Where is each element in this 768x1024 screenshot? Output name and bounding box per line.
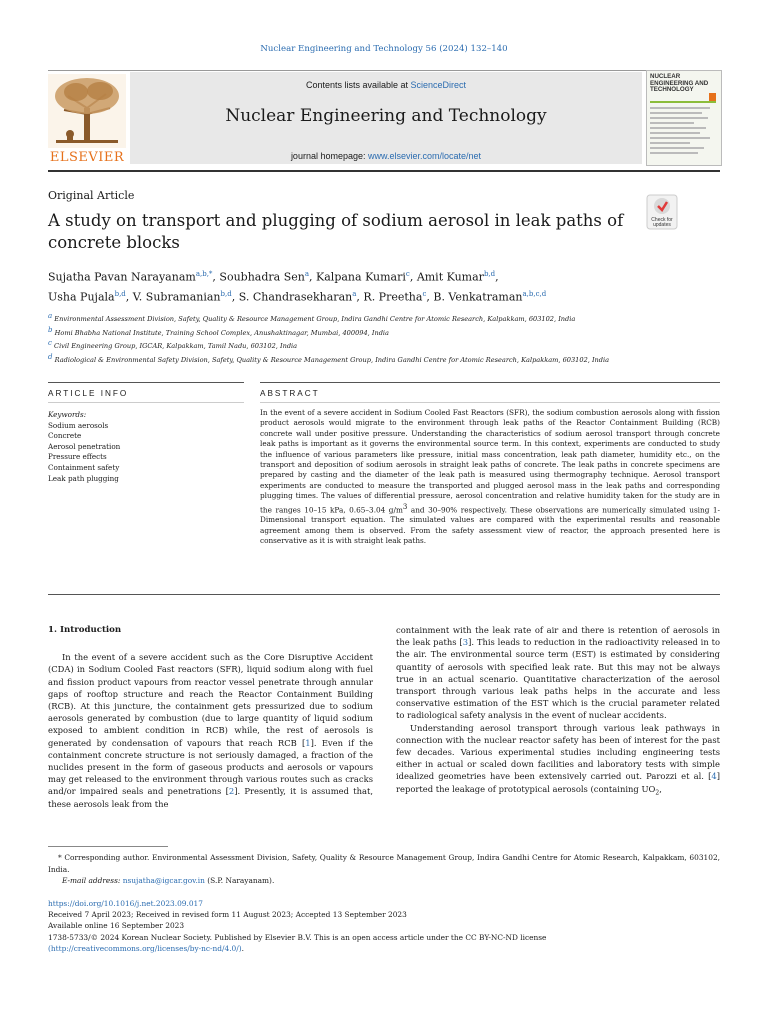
- author-separator: ,: [231, 290, 239, 304]
- author-affiliation-marker[interactable]: c: [405, 270, 410, 278]
- abstract-subrule: [260, 402, 720, 403]
- intro-paragraph-2: Understanding aerosol transport through various leak pathways in connection with the nuclear reactor safety has been of interest for the past few decades. Various experimental studies including engineering tests either in actual or scaled down facilities and laboratory tests with simple idealized geometries have been extensively carried out. Parozzi et al. [4] reported the leakage of prototypical aerosols (containing $UO_2$,: [396, 722, 720, 797]
- abstract-rule: [260, 382, 720, 383]
- corresponding-author-footnote: [48, 852, 720, 887]
- contents-line: [130, 80, 642, 90]
- body-column-right: [396, 624, 720, 800]
- check-for-updates-badge[interactable]: [646, 194, 678, 230]
- author-name[interactable]: Sujatha Pavan Narayanam: [48, 270, 196, 284]
- author-affiliation-marker[interactable]: a,b,c,d: [522, 290, 547, 299]
- homepage-prefix: journal homepage:: [290, 151, 368, 161]
- cover-band: [650, 101, 716, 103]
- license-text: 1738-5733/© 2024 Korean Nuclear Society. Published by Elsevier B.V. This is an open access article under the CC BY-NC-ND license (http://creativecommons.org/licenses/by-nc-nd/4.0/).: [48, 932, 547, 953]
- author-affiliation-marker[interactable]: b,d: [483, 270, 496, 278]
- author-name[interactable]: V. Subramanian: [132, 290, 221, 304]
- article-type: Original Article: [48, 189, 135, 202]
- author-affiliation-marker[interactable]: c: [422, 290, 427, 299]
- cover-logo-mark: [709, 93, 716, 101]
- abstract-bottom-rule: [48, 594, 720, 595]
- cover-text-lines: [650, 107, 710, 157]
- author-name[interactable]: Kalpana Kumari: [316, 270, 406, 284]
- article-info-subrule: [48, 402, 244, 403]
- homepage-link[interactable]: www.elsevier.com/locate/net: [368, 151, 482, 161]
- author-affiliation-marker[interactable]: b,d: [220, 290, 232, 299]
- received-dates: Received 7 April 2023; Received in revised form 11 August 2023; Accepted 13 September 2023: [48, 910, 407, 920]
- citation-link[interactable]: 2: [228, 786, 235, 797]
- homepage-line: [130, 151, 642, 161]
- sciencedirect-link[interactable]: ScienceDirect: [410, 80, 467, 90]
- author-name[interactable]: R. Preetha: [363, 290, 423, 304]
- section-heading-introduction: 1. Introduction: [48, 625, 122, 635]
- author-affiliation-marker[interactable]: a,b,*: [195, 270, 213, 278]
- author-separator: ,: [356, 290, 364, 304]
- author-affiliation-marker[interactable]: a: [304, 270, 310, 278]
- keyword-item: Pressure effects: [48, 452, 107, 462]
- article-title: A study on transport and plugging of sodium aerosol in leak paths of concrete blocks: [48, 211, 624, 252]
- header-top-rule: [48, 70, 720, 71]
- abstract-text: In the event of a severe accident in Sodium Cooled Fast Reactors (SFR), the sodium combustion aerosols along with fission product aerosols would migrate to the environment through leak paths of the Reactor Containment Building (RCB) concrete wall under positive pressure. Understanding the characteristics of sodium aerosol transport through concrete leak paths is important as it governs the environmental source term. In this context, experiments are conducted to study the influence of various parameters like pressure, initial mass concentration, leak path diameter, humidity etc., on the transport and deposition of sodium aerosols in straight leak paths of concrete. The leak paths in concrete specimens are prepared by casting and the diameter of the leak path is measured using thermography technique. Aerosol transport experiments are conducted to measure the transported and plugged aerosol mass in the leak paths and corresponding plugging times. The values of differential pressure, aerosol concentration and relative humidity taken for the study are in the ranges 10–15 kPa, 0.65–3.04 $g/m^3$ and 30–90% respectively. These observations are numerically simulated using 1-Dimensional transport equation. The simulated values are compared with the experimental results and reasonable agreement among them is observed. From the safety assessment view of reactor, the approach presented here is conservative as it is with straight leak paths.: [260, 408, 721, 546]
- footnote-email: E-mail address: nsujatha@igcar.gov.in (S.P. Narayanam).: [62, 876, 275, 885]
- badge-line1: Check for: [651, 217, 673, 223]
- available-online: Available online 16 September 2023: [48, 921, 185, 931]
- author-separator: ,: [212, 270, 220, 284]
- journal-reference[interactable]: Nuclear Engineering and Technology 56 (2024) 132–140: [260, 44, 508, 54]
- keyword-item: Sodium aerosols: [48, 420, 109, 430]
- intro-paragraph-1-cont: containment with the leak rate of air and there is retention of aerosols in the leak paths [3]. This leads to reduction in the radioactivity released in to the air. The environmental source term (EST) is estimated by considering quantity of aerosols with specified leak rate. But this may not be always true in an actual scenario. Quantitative characterization of the aerosol transport through various leak paths helps in the accurate and less conservative estimation of the EST which is the crucial parameter related to radiological safety analysis in the event of nuclear accidents.: [396, 625, 721, 721]
- affiliation-d: $^d$ Radiological & Environmental Safety Division, Safety, Quality & Resource Management Group, Indira Gandhi Centre for Atomic Research, Kalpakkam, 603102, India: [48, 352, 610, 364]
- cover-title: NUCLEAR ENGINEERING AND TECHNOLOGY: [650, 73, 709, 93]
- footnote-rule: [48, 846, 168, 847]
- citation-link[interactable]: 3: [462, 637, 469, 648]
- author-affiliation-marker[interactable]: b,d: [114, 290, 126, 299]
- keyword-item: Leak path plugging: [48, 473, 119, 483]
- doi-link[interactable]: https://doi.org/10.1016/j.net.2023.09.017: [48, 899, 203, 908]
- author-affiliation-marker[interactable]: a: [352, 290, 357, 299]
- footnote-text: * Corresponding author. Environmental Assessment Division, Safety, Quality & Resource Management Group, Indira Gandhi Centre for Atomic Research, Kalpakkam, 603102, India.: [48, 853, 720, 874]
- abstract-heading: ABSTRACT: [260, 389, 320, 398]
- email-link[interactable]: nsujatha@igcar.gov.in: [122, 876, 205, 885]
- citation-link[interactable]: 1: [305, 737, 311, 748]
- affiliation-a: $^a$ Environmental Assessment Division, Safety, Quality & Resource Management Group, Indira Gandhi Centre for Atomic Research, Kalpakkam, 603102, India: [48, 312, 576, 324]
- article-meta-footer: [48, 898, 720, 954]
- author-name[interactable]: Amit Kumar: [416, 270, 484, 284]
- badge-line2: updates: [653, 222, 671, 228]
- publisher-name: ELSEVIER: [49, 150, 125, 165]
- author-name[interactable]: Usha Pujala: [48, 290, 115, 304]
- author-name[interactable]: S. Chandrasekharan: [238, 290, 353, 304]
- author-name[interactable]: B. Venkatraman: [433, 290, 523, 304]
- keyword-item: Aerosol penetration: [48, 441, 121, 451]
- citation-link[interactable]: 4: [711, 771, 717, 782]
- license-link[interactable]: (http://creativecommons.org/licenses/by-nc-nd/4.0/): [48, 943, 242, 953]
- affiliation-b: $^b$ Homi Bhabha National Institute, Training School Complex, Anushaktinagar, Mumbai, 400094, India: [48, 325, 389, 337]
- author-name[interactable]: Soubhadra Sen: [219, 270, 305, 284]
- journal-title: Nuclear Engineering and Technology: [225, 106, 547, 126]
- body-column-left: [48, 624, 373, 810]
- affiliation-c: $^c$ Civil Engineering Group, IGCAR, Kalpakkam, Tamil Nadu, 603102, India: [48, 339, 298, 351]
- contents-prefix: Contents lists available at: [305, 80, 411, 90]
- keywords-label: Keywords:: [48, 410, 87, 419]
- author-list: [48, 266, 728, 306]
- article-info-heading: ARTICLE INFO: [48, 389, 129, 398]
- author-separator: ,: [495, 270, 499, 284]
- elsevier-logo[interactable]: [48, 74, 126, 148]
- affiliations: [48, 311, 720, 365]
- keywords-block: [48, 410, 244, 484]
- author-separator: ,: [125, 290, 133, 304]
- author-separator: ,: [426, 290, 434, 304]
- intro-paragraph-1: In the event of a severe accident such as the Core Disruptive Accident (CDA) in Sodium Cooled Fast reactors (SFR), liquid sodium along with fuel and fission product vapours from reactor vessel penetrate through annular gaps of rooftop structure and reach the Reactor Containment Building (RCB). At this juncture, the containment gets pressurized due to sodium aerosols generated by combustion (due to large quantity of liquid sodium exposed to ambient condition in RCB) while, the rest of aerosols is generated by condensation of vapours that reach RCB [1]. Even if the containment concrete structure is not seriously damaged, a fraction of the nuclides present in the form of gaseous products and aerosols or vapours may get released to the environment through various routes such as cracks and/or impaired seals and penetrations [2]. Presently, it is assumed that, these aerosols leak from the: [48, 652, 374, 809]
- check-updates-icon: [646, 194, 678, 230]
- author-separator: ,: [309, 270, 317, 284]
- journal-cover-thumbnail[interactable]: [646, 70, 722, 166]
- keyword-item: Containment safety: [48, 462, 120, 472]
- elsevier-tree-icon: [48, 74, 126, 148]
- header-bottom-rule: [48, 170, 720, 172]
- keyword-item: Concrete: [48, 431, 82, 441]
- author-separator: ,: [409, 270, 417, 284]
- article-info-rule: [48, 382, 244, 383]
